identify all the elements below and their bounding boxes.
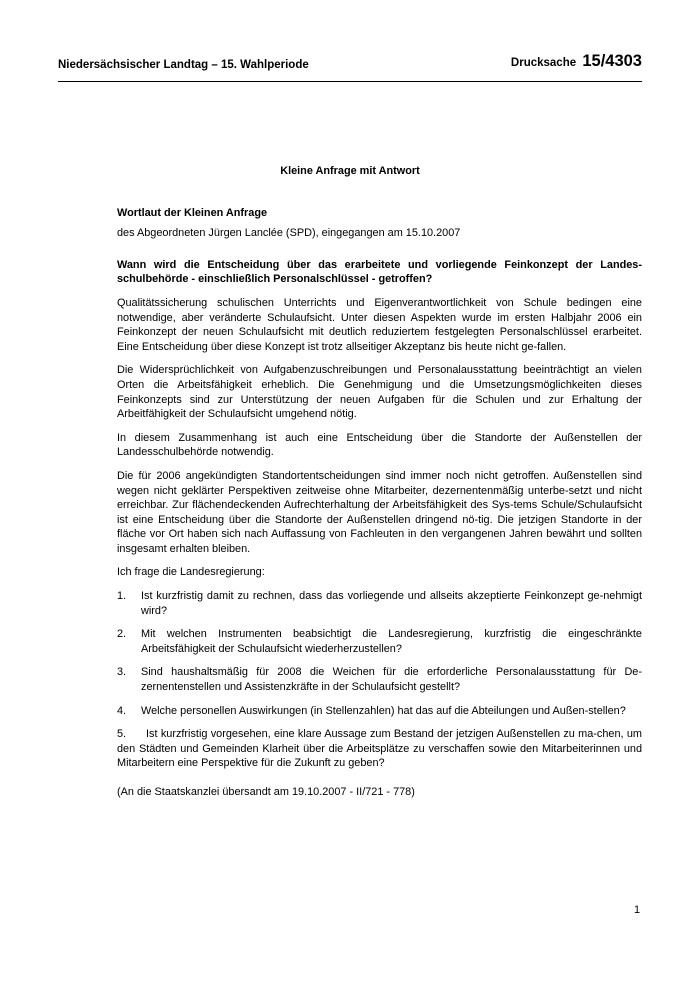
paragraph: In diesem Zusammenhang ist auch eine Entscheidung über die Standorte der Außenstellen der Landesschulbehörde notwendig. <box>117 431 642 459</box>
question-intro: Ich frage die Landesregierung: <box>117 566 265 579</box>
list-item <box>117 627 642 656</box>
list-item <box>117 665 642 694</box>
list-item <box>117 589 642 618</box>
question-number: 3. <box>117 666 127 679</box>
question-5: 5. Ist kurzfristig vorgesehen, eine klare Aussage zum Bestand der jetzigen Außenstellen zu ma-chen, um den Städten und Gemeinden Klarheit über die Arbeitsplätze zu verschaffen sowie den Mitarbeiterinnen und Mitarbeitern eine Perspektive für die Zukunft zu geben? <box>117 728 646 770</box>
transmission-note: (An die Staatskanzlei übersandt am 19.10.2007 - II/721 - 778) <box>117 786 415 798</box>
question-list <box>117 589 642 718</box>
paragraph: Die Widersprüchlichkeit von Aufgabenzuschreibungen und Personalausstattung beeinträchtigt an vielen Orten die Arbeitsfähigkeit erheblich. Die Genehmigung und die Umsetzungsmöglichkeiten dieses Feinkonzepts sind zur Unterstützung der neuen Aufgaben für die Schulen und zur Erhaltung der Arbeitfähigkeit der Schulaufsicht umgehend nötig. <box>117 364 642 421</box>
document-body <box>117 164 646 800</box>
question-text: Welche personellen Auswirkungen (in Stellenzahlen) hat das auf die Abteilungen und Außen-stellen? <box>141 704 626 717</box>
parliament-label: Niedersächsischer Landtag – 15. Wahlperiode <box>58 59 309 71</box>
question-text: Ist kurzfristig damit zu rechnen, dass das vorliegende und allseits akzeptierte Feinkonzept ge-nehmigt wird? <box>141 590 642 617</box>
question-number: 4. <box>117 704 127 717</box>
question-number: 1. <box>117 590 127 603</box>
question-text: Sind haushaltsmäßig für 2008 die Weichen für die erforderliche Personalausstattung für De-zernentenstellen und Assistenzkräfte in der Schulaufsicht gestellt? <box>141 666 642 694</box>
page-header <box>58 52 642 71</box>
drucksache-block <box>511 52 642 71</box>
section-heading: Wortlaut der Kleinen Anfrage <box>117 206 268 219</box>
question-text: Mit welchen Instrumenten beabsichtigt die Landesregierung, kurzfristig die eingeschränkte Arbeitsfähigkeit der Schulaufsicht wiederherzustellen? <box>141 628 642 655</box>
paragraph: Die für 2006 angekündigten Standortentscheidungen sind immer noch nicht getroffen. Außenstellen sind wegen nicht geklärter Perspektiven zeitweise ohne Mitarbeiter, dezernentenmäßig unterbe-setzt und nicht erreichbar. Zur flächendeckenden Aufrechterhaltung der Arbeitsfähigkeit des Sys-tems Schule/Schulaufsicht ist eine Entscheidung über die Standorte der Außenstellen dringend nö-tig. Die jetzigen Standorte in der fläche vor Ort haben sich nach Auffassung von Fachleuten in den vergangenen Jahren bewährt und sollten insgesamt erhalten bleiben. <box>117 469 642 555</box>
drucksache-number: 15/4303 <box>582 52 642 70</box>
question-number: 2. <box>117 628 127 641</box>
list-item <box>117 704 642 719</box>
drucksache-label: Drucksache <box>510 57 577 69</box>
header-rule <box>58 81 642 82</box>
question-heading: Wann wird die Entscheidung über das erarbeitete und vorliegende Feinkonzept der Landes-schulbehörde - einschließlich Personalschlüssel - getroffen? <box>117 258 642 286</box>
byline: des Abgeordneten Jürgen Lanclée (SPD), eingegangen am 15.10.2007 <box>117 227 461 240</box>
paragraph: Qualitätssicherung schulischen Unterrichts und Eigenverantwortlichkeit von Schule bedingen eine notwendige, aber veränderte Schulaufsicht. Unter diesen Aspekten wurde im ersten Halbjahr 2006 ein Feinkonzept der neuen Schulaufsicht mit deutlich reduziertem festgelegten Personalschlüssel erarbeitet. Eine Entscheidung über diese Konzept ist trotz allseitiger Akzeptanz bis heute nicht ge-fallen. <box>117 296 642 353</box>
document-title: Kleine Anfrage mit Antwort <box>280 165 420 177</box>
page-number: 1 <box>633 904 640 916</box>
